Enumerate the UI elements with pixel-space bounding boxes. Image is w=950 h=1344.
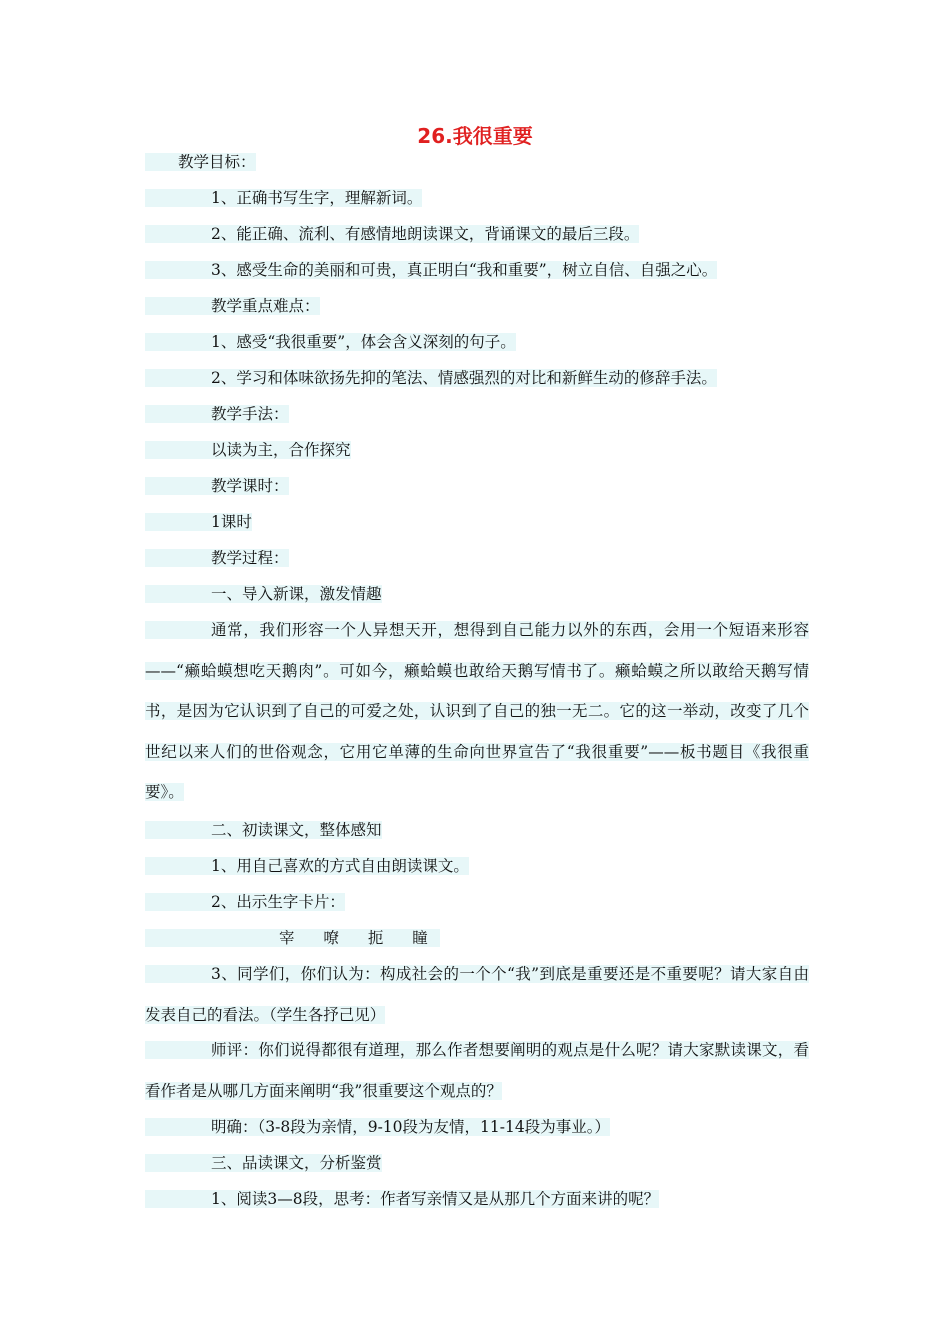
goal-item: 1、正确书写生字，理解新词。 — [145, 184, 422, 212]
section-heading-hours: 教学课时： — [145, 472, 289, 500]
section-heading-process: 教学过程： — [145, 544, 289, 572]
hours-text: 1课时 — [145, 508, 252, 536]
focus-item: 1、感受“我很重要”，体会含义深刻的句子。 — [145, 328, 516, 356]
discussion-paragraph: 3、同学们，你们认为：构成社会的一个个“我”到底是重要还是不重要呢？请大家自由发表自己的看法。（学生各抒己见） — [145, 965, 809, 1024]
section-heading-method: 教学手法： — [145, 400, 289, 428]
character-cards: 宰 嘹 扼 瞳 — [145, 924, 440, 952]
intro-paragraph: 通常，我们形容一个人异想天开，想得到自己能力以外的东西，会用一个短语来形容——“癞蛤蟆想吃天鹅肉”。可如今，癞蛤蟆也敢给天鹅写情书了。癞蛤蟆之所以敢给天鹅写情书，是因为它认识到了自己的可爱之处，认识到了自己的独一无二。它的这一举动，改变了几个世纪以来人们的世俗观念，它用它单薄的生命向世界宣告了“我很重要”——板书题目《我很重要》。 — [145, 621, 809, 801]
focus-item: 2、学习和体味欲扬先抑的笔法、情感强烈的对比和新鲜生动的修辞手法。 — [145, 364, 717, 392]
step-heading: 二、初读课文，整体感知 — [145, 816, 382, 844]
teacher-comment-paragraph: 师评：你们说得都很有道理，那么作者想要阐明的观点是什么呢？请大家默读课文，看看作者是从哪几方面来阐明“我”很重要这个观点的？ — [145, 1041, 809, 1100]
doc-title: 26.我很重要 — [417, 124, 533, 148]
section-heading-goals: 教学目标： — [145, 148, 256, 176]
clarification: 明确：（3-8段为亲情，9-10段为友情，11-14段为事业。） — [145, 1113, 610, 1141]
method-text: 以读为主，合作探究 — [145, 436, 351, 464]
step-item: 1、用自己喜欢的方式自由朗读课文。 — [145, 852, 469, 880]
goal-item: 2、能正确、流利、有感情地朗读课文，背诵课文的最后三段。 — [145, 220, 639, 248]
step-heading: 一、导入新课，激发情趣 — [145, 580, 382, 608]
step-item: 2、出示生字卡片： — [145, 888, 345, 916]
goal-item: 3、感受生命的美丽和可贵，真正明白“我和重要”，树立自信、自强之心。 — [145, 256, 717, 284]
step-item: 1、阅读3—8段，思考：作者写亲情又是从那几个方面来讲的呢？ — [145, 1185, 659, 1213]
step-heading: 三、品读课文，分析鉴赏 — [145, 1149, 382, 1177]
section-heading-focus: 教学重点难点： — [145, 292, 320, 320]
